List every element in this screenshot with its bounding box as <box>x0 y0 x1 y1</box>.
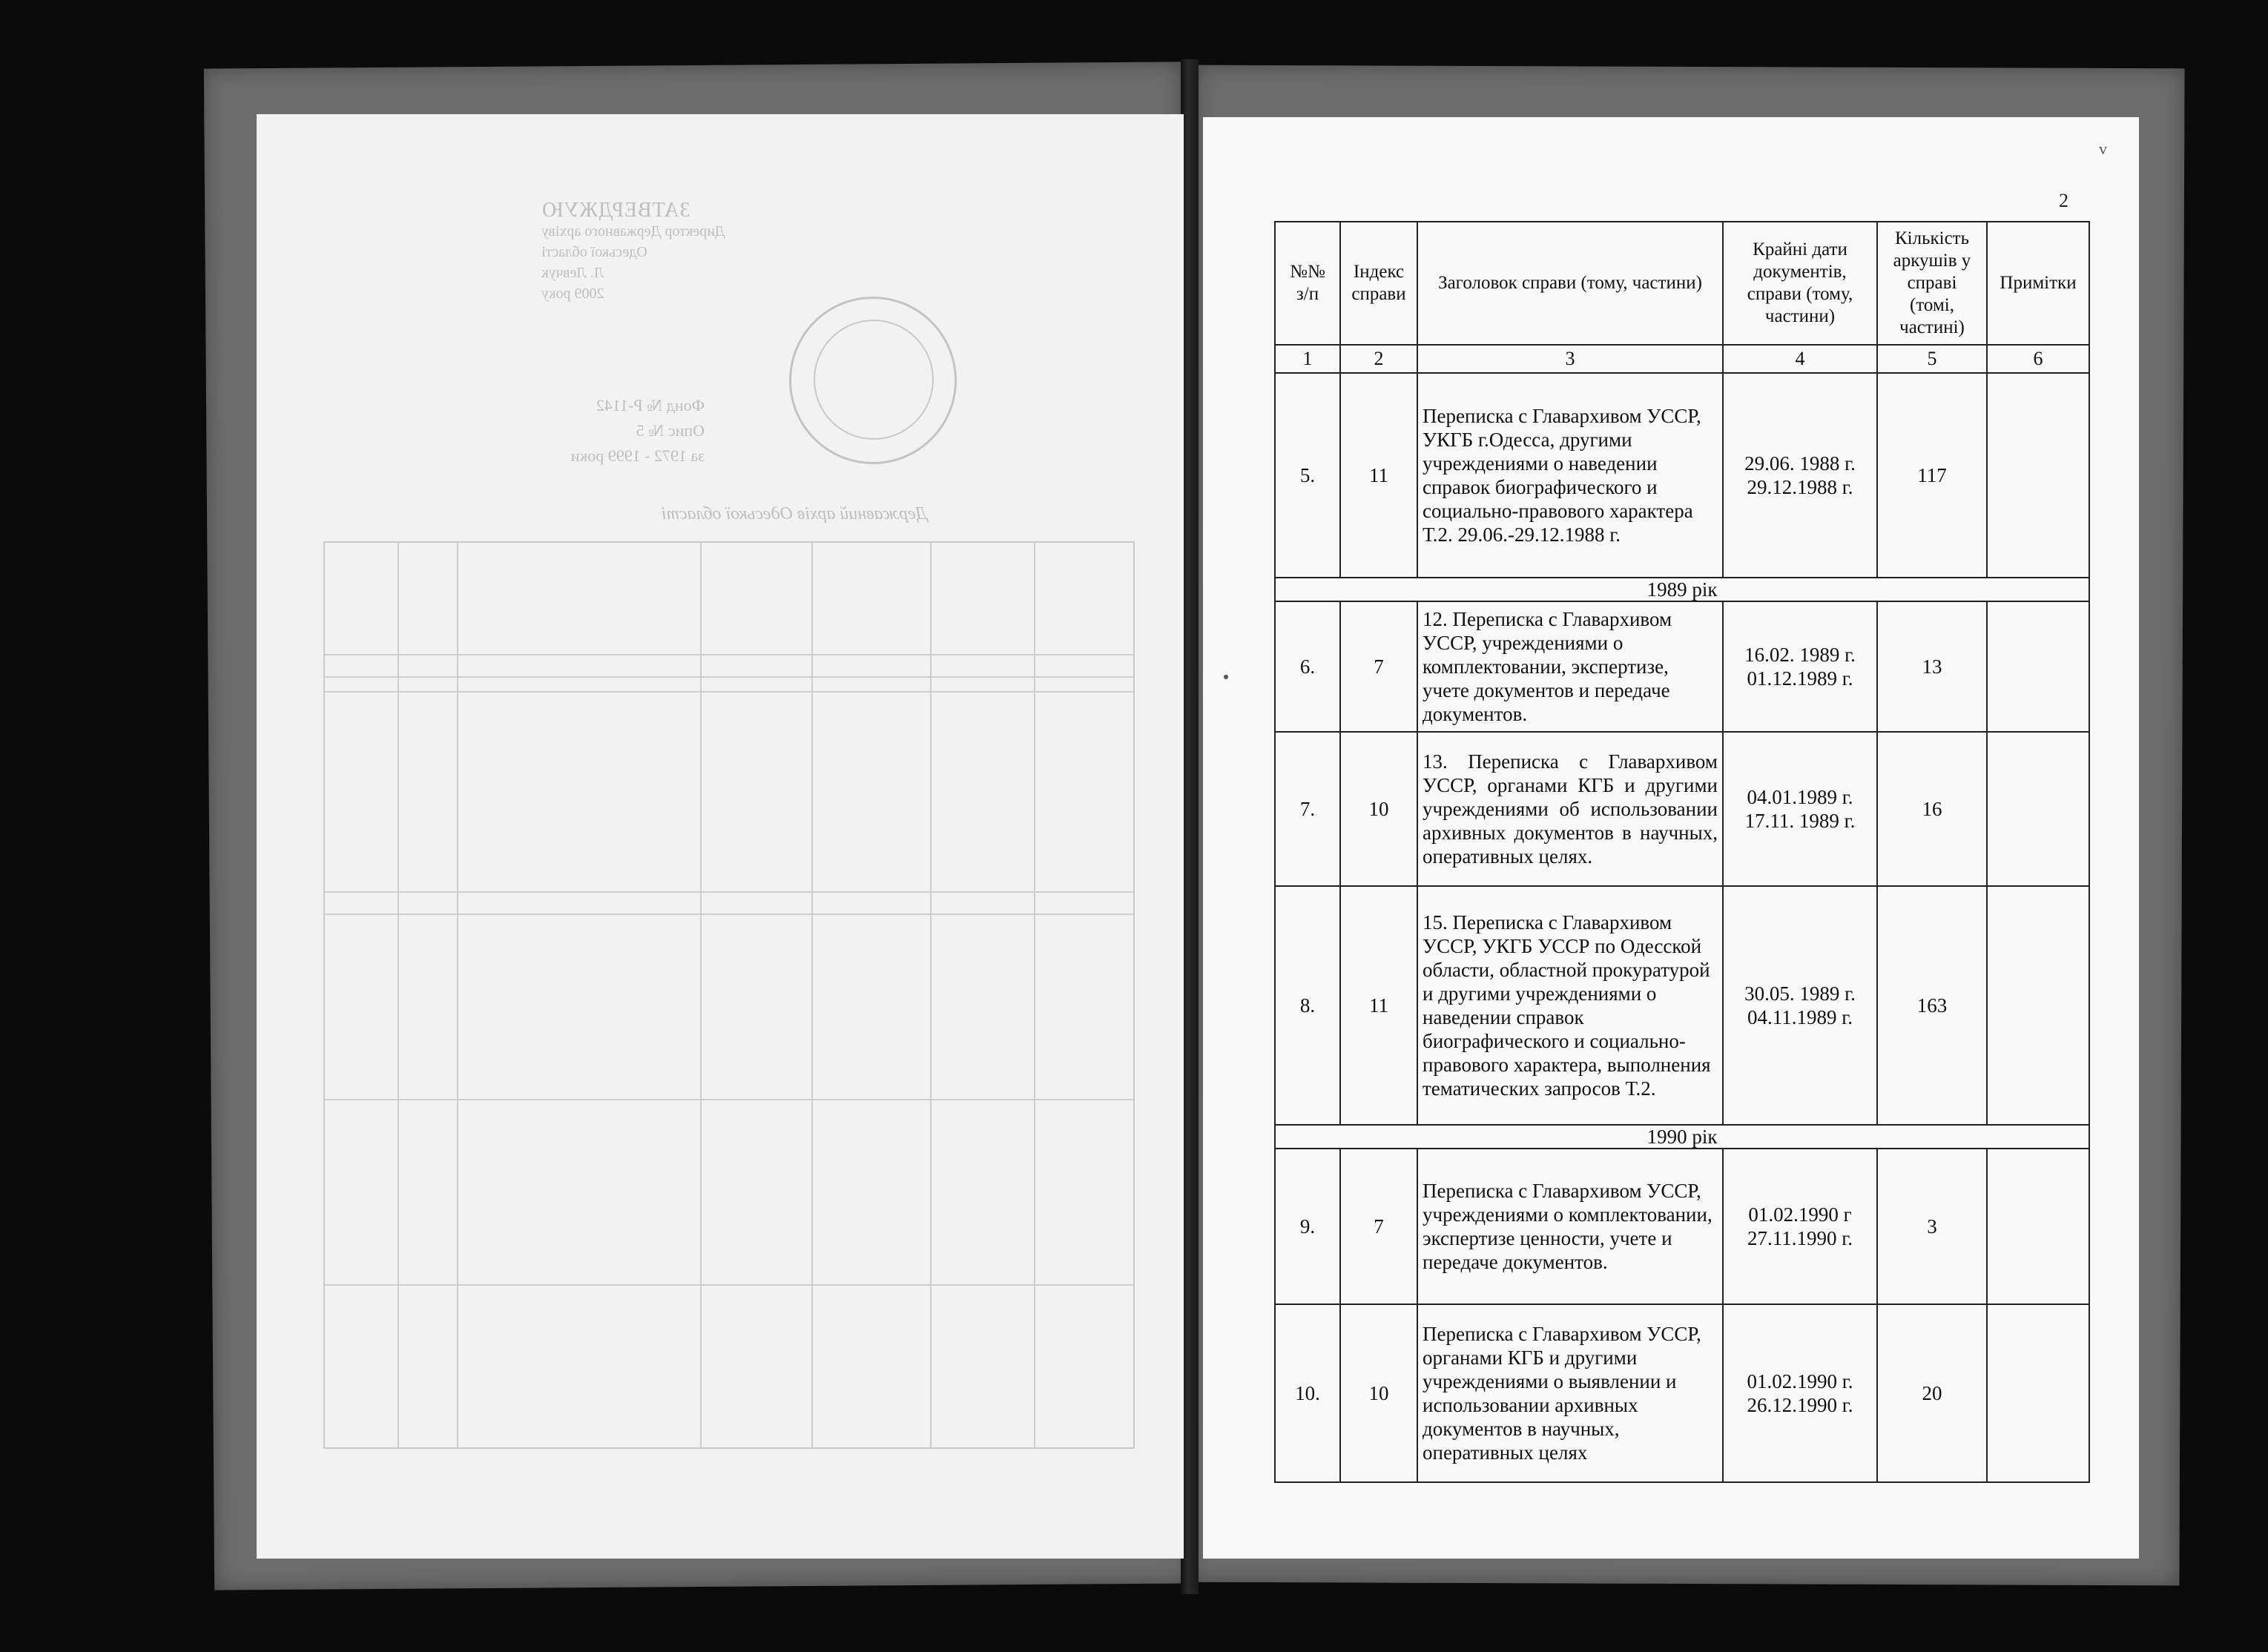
file-register-table <box>1274 221 2090 1483</box>
row-number: 9. <box>1275 1149 1340 1304</box>
date-start: 04.01.1989 г. <box>1747 786 1853 808</box>
row-notes <box>1987 601 2089 732</box>
bleed-archive-name: Державний архів Одеської області <box>661 504 927 523</box>
row-title: 12. Переписка с Главархивом УССР, учреждениями о комплектовании, экспертизе, учете документов и передаче документов. <box>1417 601 1723 732</box>
bleed-approve-line: Одеської області <box>541 244 647 260</box>
row-index: 7 <box>1340 1149 1417 1304</box>
year-label: 1990 рік <box>1275 1125 2089 1149</box>
header-dates: Крайні дати документів, справи (тому, частини) <box>1723 222 1877 345</box>
row-index: 10 <box>1340 732 1417 886</box>
row-index: 11 <box>1340 886 1417 1125</box>
bleed-approve-line: Директор Державного архіву <box>541 223 725 239</box>
column-number: 5 <box>1877 345 1987 373</box>
year-label: 1989 рік <box>1275 578 2089 601</box>
bleed-grid-line <box>325 654 1133 655</box>
row-notes <box>1987 1149 2089 1304</box>
date-end: 04.11.1989 г. <box>1747 1006 1853 1028</box>
row-sheets: 13 <box>1877 601 1987 732</box>
table-row <box>1275 1149 2089 1304</box>
row-notes <box>1987 732 2089 886</box>
bleed-fond-line: Фонд № Р-1142 <box>596 396 705 414</box>
date-start: 30.05. 1989 г. <box>1744 982 1856 1005</box>
year-divider-row <box>1275 578 2089 601</box>
table-header-row <box>1275 222 2089 345</box>
bleed-grid-line <box>325 691 1133 693</box>
date-end: 29.12.1988 г. <box>1747 476 1853 498</box>
header-notes: Примітки <box>1987 222 2089 345</box>
row-dates <box>1723 732 1877 886</box>
bleed-approve-line: 2009 року <box>541 285 604 302</box>
bleed-table-grid <box>323 541 1135 1449</box>
table-row <box>1275 886 2089 1125</box>
row-title: Переписка с Главархивом УССР, УКГБ г.Одесса, другими учреждениями о наведении справок биографического и социально-правового характера Т.2. 29.06.-29.12.1988 г. <box>1417 373 1723 578</box>
row-title: 15. Переписка с Главархивом УССР, УКГБ УССР по Одесской области, областной прокуратурой и другими учреждениями о наведении справок биографического и социально-правового характера, выполнения тематических запросов Т.2. <box>1417 886 1723 1125</box>
row-sheets: 16 <box>1877 732 1987 886</box>
header-index: Індекс справи <box>1340 222 1417 345</box>
bleed-seal-stamp <box>789 297 957 464</box>
date-end: 17.11. 1989 г. <box>1744 810 1856 832</box>
column-number: 1 <box>1275 345 1340 373</box>
column-number-row <box>1275 345 2089 373</box>
row-index: 7 <box>1340 601 1417 732</box>
bleed-approval-block <box>541 200 725 304</box>
date-start: 29.06. 1988 г. <box>1744 452 1856 475</box>
row-notes <box>1987 373 2089 578</box>
year-divider-row <box>1275 1125 2089 1149</box>
date-end: 26.12.1990 г. <box>1747 1394 1853 1416</box>
page-number: 2 <box>2059 190 2068 211</box>
bleed-approve-title: ЗАТВЕРДЖУЮ <box>541 199 690 222</box>
header-title: Заголовок справи (тому, частини) <box>1417 222 1723 345</box>
row-dates <box>1723 1149 1877 1304</box>
bleed-approve-line: Л. Левчук <box>541 265 604 281</box>
column-number: 4 <box>1723 345 1877 373</box>
bleed-grid-line <box>325 1099 1133 1100</box>
header-number: №№ з/п <box>1275 222 1340 345</box>
row-number: 8. <box>1275 886 1340 1125</box>
row-index: 11 <box>1340 373 1417 578</box>
bleed-grid-line <box>325 891 1133 893</box>
row-notes <box>1987 1304 2089 1482</box>
table-row <box>1275 1304 2089 1482</box>
row-title: Переписка с Главархивом УССР, органами КГБ и другими учреждениями о выявлении и использовании архивных документов в научных, оперативных целях <box>1417 1304 1723 1482</box>
date-start: 01.02.1990 г <box>1748 1203 1852 1226</box>
ink-dot <box>1224 675 1228 679</box>
row-sheets: 3 <box>1877 1149 1987 1304</box>
bleed-grid-line <box>325 676 1133 678</box>
row-notes <box>1987 886 2089 1125</box>
row-number: 10. <box>1275 1304 1340 1482</box>
row-dates <box>1723 373 1877 578</box>
margin-mark: v <box>2099 139 2107 158</box>
date-end: 27.11.1990 г. <box>1747 1227 1853 1249</box>
bleed-fond-line: за 1972 - 1999 роки <box>570 446 705 465</box>
table-row <box>1275 601 2089 732</box>
row-dates <box>1723 601 1877 732</box>
date-start: 01.02.1990 г. <box>1747 1370 1853 1392</box>
row-title: 13. Переписка с Главархивом УССР, органами КГБ и другими учреждениями об использовании архивных документов в научных, оперативных целях. <box>1417 732 1723 886</box>
bleed-fond-meta <box>571 393 705 469</box>
row-sheets: 163 <box>1877 886 1987 1125</box>
date-start: 16.02. 1989 г. <box>1744 644 1856 666</box>
row-sheets: 20 <box>1877 1304 1987 1482</box>
row-title: Переписка с Главархивом УССР, учреждениями о комплектовании, экспертизе ценности, учете и передаче документов. <box>1417 1149 1723 1304</box>
header-sheets: Кількість аркушів у справі (томі, частині) <box>1877 222 1987 345</box>
left-page-bleed-through <box>297 193 1150 1453</box>
table-row <box>1275 373 2089 578</box>
bleed-grid-line <box>325 1284 1133 1286</box>
row-number: 7. <box>1275 732 1340 886</box>
bleed-fond-line: Опис № 5 <box>636 421 705 440</box>
row-index: 10 <box>1340 1304 1417 1482</box>
row-dates <box>1723 886 1877 1125</box>
column-number: 2 <box>1340 345 1417 373</box>
row-sheets: 117 <box>1877 373 1987 578</box>
column-number: 3 <box>1417 345 1723 373</box>
column-number: 6 <box>1987 345 2089 373</box>
table-row <box>1275 732 2089 886</box>
bleed-grid-line <box>325 913 1133 915</box>
row-dates <box>1723 1304 1877 1482</box>
row-number: 6. <box>1275 601 1340 732</box>
date-end: 01.12.1989 г. <box>1747 667 1853 690</box>
row-number: 5. <box>1275 373 1340 578</box>
